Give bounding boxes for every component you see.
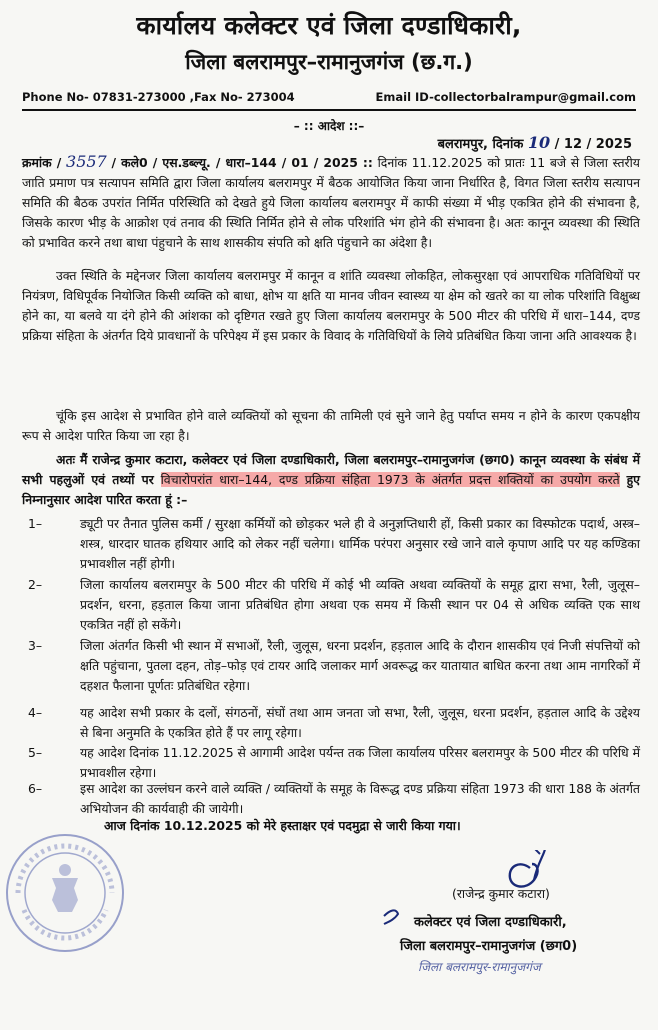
point-text: जिला कार्यालय बलरामपुर के 500 मीटर की परिधि में कोई भी व्यक्ति अथवा व्यक्तियों के समूह द्वारा सभा, रैली, जुलूस–प्रदर्शन, धरना, हड़ताल किया जाना प्रतिबंधित होगा अथवा एक समय में किसी स्थान पर 04 से अधिक व्यक्ति एक साथ एकत्रित नहीं हो सकेंगे। (80, 577, 640, 632)
highlighted-text: विचारोपरांत धारा–144, दण्ड प्रक्रिया संहिता 1973 के अंतर्गत प्रदत्त शक्तियों का उपयोग करते (160, 472, 620, 487)
point-5 (22, 743, 640, 783)
krmank-number-handwritten: 3557 (66, 152, 107, 171)
paragraph-3: चूंकि इस आदेश से प्रभावित होने वाले व्यक्तियों को सूचना की तामिली एवं सुने जाने हेतु पर्याप्त समय न होने के कारण एकपक्षीय रूप से आदेश पारित किया जा रहा है। (22, 408, 640, 443)
point-6 (22, 779, 640, 819)
phone-number: Phone No- 07831-273000 , (22, 90, 194, 104)
fax-number: Fax No- 273004 (194, 90, 295, 104)
office-title: कार्यालय कलेक्टर एवं जिला दण्डाधिकारी, (136, 11, 522, 40)
official-seal-icon (2, 830, 128, 956)
point-3 (22, 636, 640, 696)
contact-line (22, 90, 636, 111)
email-address: Email ID-collectorbalrampur@gmail.com (375, 90, 636, 104)
point-text: जिला अंतर्गत किसी भी स्थान में सभाओं, रैली, जुलूस, धरना प्रदर्शन, हड़ताल आदि के दौरान शासकीय एवं निजी संपत्तियों को क्षति पहुंचाना, पुतला दहन, तोड़–फोड़ एवं टायर आदि जलाकर मार्ग अवरूद्ध कर यातायात बाधित करना तथा आम नागरिकों में दहशत फैलाना पूर्णतः प्रतिबंधित रहेगा। (80, 638, 640, 693)
point-number: 3– (28, 638, 43, 653)
point-text: यह आदेश दिनांक 11.12.2025 से आगामी आदेश पर्यन्त तक जिला कार्यालय परिसर बलरामपुर के 500 मीटर की परिधि में प्रभावशील रहेगा। (80, 745, 640, 780)
point-number: 4– (28, 705, 43, 720)
paragraph-1-text: दिनांक 11.12.2025 को प्रातः 11 बजे से जिला स्तरीय जाति प्रमाण पत्र सत्यापन समिति द्वारा जिला कार्यालय बलरामपुर में बैठक आयोजित किया जाना निर्धारित है, विगत जिला स्तरीय सत्यापन समिति की बैठक उपरांत निर्मित परिस्थिति को देखते हुये जिला कार्यालय बलरामपुर में काफी संख्या में भीड़ एकत्रित होने की संभावना है, जिसके कारण भीड़ के आक्रोश एवं तनाव की स्थिति निर्मित होने से लोक परिशांति भंग होने की संभावना है। अतः कानून व्यवस्था की स्थिति को प्रभावित करने तथा बाधा पंहुचाने के साथ शासकीय संपति को क्षति पंहुचाने का अंदेशा है। (22, 155, 640, 250)
date-rest: / 12 / 2025 (554, 137, 632, 152)
paragraph-4 (22, 450, 640, 510)
date-day-handwritten: 10 (527, 133, 551, 152)
point-text: इस आदेश का उल्लंघन करने वाले व्यक्ति / व्यक्तियों के समूह के विरूद्ध दण्ड प्रक्रिया संहिता 1973 की धारा 188 के अंतर्गत अभियोजन की कार्यवाही की जायेगी। (80, 781, 640, 816)
date-prefix: बलरामपुर, दिनांक (437, 137, 524, 152)
krmank-prefix: क्रमांक / (22, 155, 62, 170)
order-date (438, 133, 632, 152)
signatory-district: जिला बलरामपुर–रामानुजगंज (छग0) (400, 939, 578, 954)
paragraph-4-part1: अतः मैं राजेन्द्र कुमार कटारा, कलेक्टर एवं जिला दण्डाधिकारी, जिला बलरामपुर–रामानुजगंज (छग0) कानून व्यवस्था के संबंध में सभी पहलुओं एवं तथ्यों पर (22, 452, 640, 487)
point-text: यह आदेश सभी प्रकार के दलों, संगठनों, संघों तथा आम जनता जो सभा, रैली, जुलूस, धरना प्रदर्शन, हड़ताल आदि के उद्देश्य से बिना अनुमति के एकत्रित होते हैं पर लागू रहेगा। (80, 705, 640, 740)
paragraph-1 (22, 152, 640, 253)
paragraph-4-part2: हुए निम्नानुसार आदेश पारित करता हूं :– (22, 472, 640, 507)
district-title: जिला बलरामपुर–रामानुजगंज (छ.ग.) (185, 50, 473, 74)
point-number: 5– (28, 745, 43, 760)
closing-line: आज दिनांक 10.12.2025 को मेरे हस्ताक्षर एवं पदमुद्रा से जारी किया गया। (104, 818, 461, 833)
point-number: 2– (28, 577, 43, 592)
point-1 (22, 514, 640, 574)
point-2 (22, 575, 640, 635)
point-number: 6– (28, 781, 43, 796)
stamp-lettering: जिला बलरामपुर-रामानुजगंज (418, 960, 541, 974)
krmank-rest: / कले0 / एस.डब्ल्यू. / धारा–144 / 01 / 2025 :: (111, 155, 373, 170)
signatory-designation: कलेक्टर एवं जिला दण्डाधिकारी, (414, 915, 567, 930)
order-heading: – :: आदेश ::– (293, 119, 365, 133)
point-4 (22, 703, 640, 743)
point-number: 1– (28, 516, 43, 531)
paragraph-2: उक्त स्थिति के मद्देनजर जिला कार्यालय बलरामपुर में कानून व शांति व्यवस्था लोकहित, लोकसुरक्षा एवं आपराधिक गतिविधियों पर नियंत्रण, विधिपूर्वक नियोजित किसी व्यक्ति को बाधा, क्षोभ या क्षति या मानव जीवन स्वास्थ्य या क्षेम को खतरे का या लोक परिशांति विक्षुब्ध होने का, या बलवे या दंगे होने की आंशका को दृष्टिगत रखते हुए जिला कार्यालय बलरामपुर के 500 मीटर की परिधि में धारा–144, दण्ड प्रक्रिया संहिता के अंतर्गत दिये प्रावधानों के परिपेक्ष्य में इस प्रकार के विवाद के गतिविधियों के लिये प्रतिबंधित किया जाना अति आवश्यक है। (22, 268, 640, 343)
point-text: ड्यूटी पर तैनात पुलिस कर्मी / सुरक्षा कर्मियों को छोड़कर भले ही वे अनुज्ञप्तिधारी हों, किसी प्रकार का विस्फोटक पदार्थ, अस्त्र–शस्त्र, धारदार घातक हथियार आदि को लेकर नहीं चलेगा। धार्मिक परंपरा अनुसार रखे जाने वाले कृपाण आदि पर यह कण्डिका प्रभावशील नहीं होगी। (80, 516, 640, 571)
signatory-name: (राजेन्द्र कुमार कटारा) (452, 886, 550, 901)
